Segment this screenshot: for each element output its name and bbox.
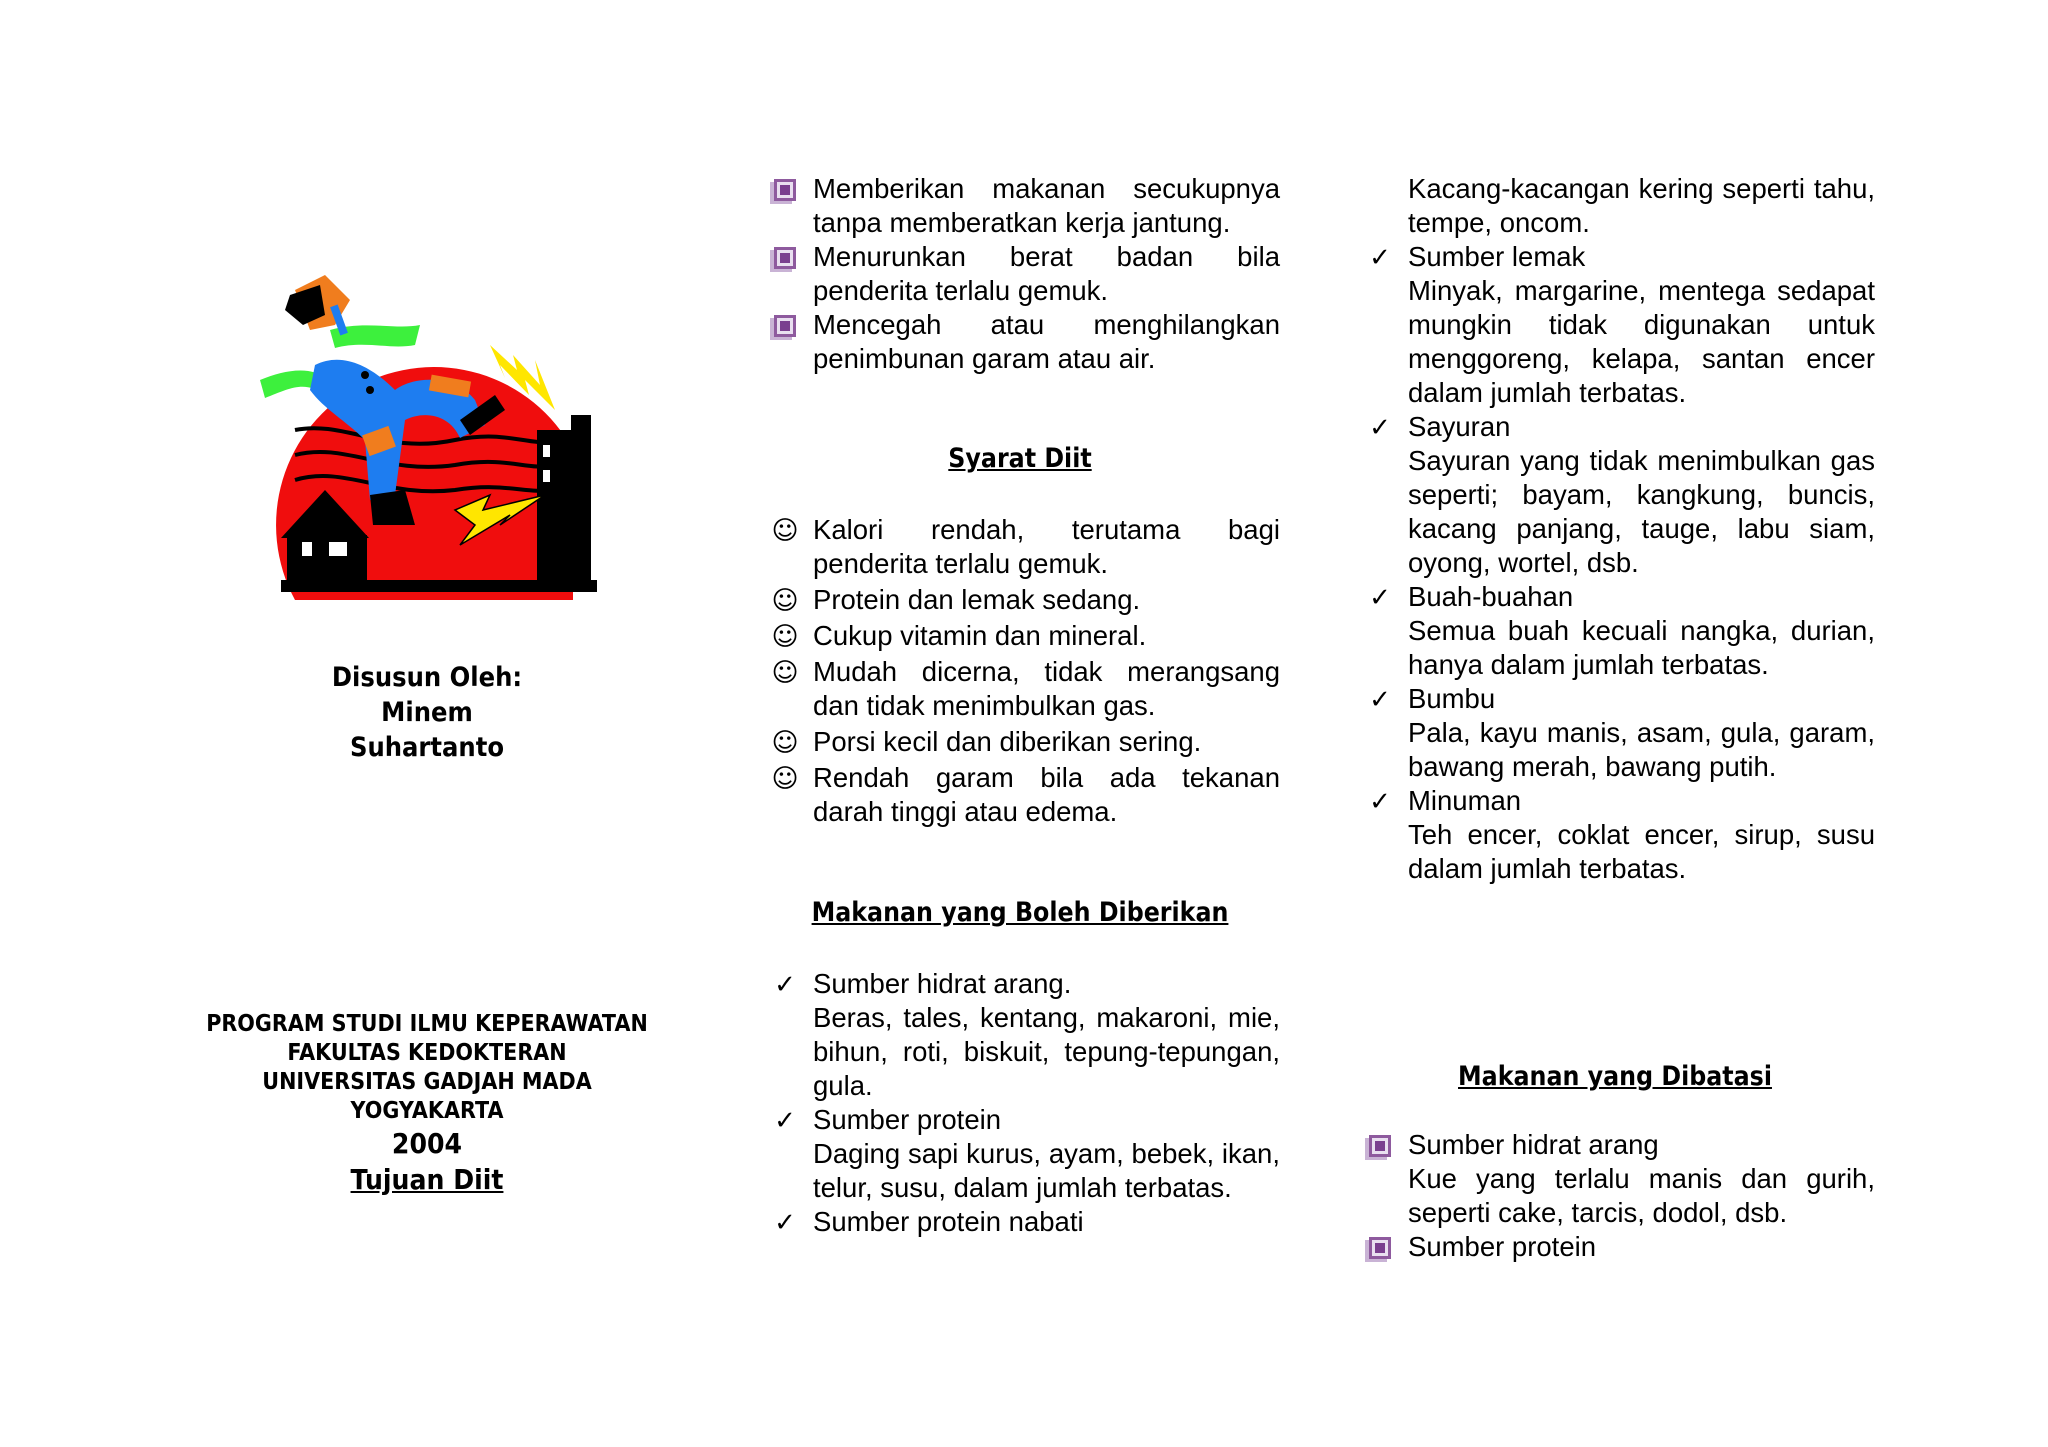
smiley-icon: ☺	[771, 586, 799, 616]
list-item: ✓ Sumber protein Daging sapi kurus, ayam, bebek, ikan, telur, susu, dalam jumlah terbatas.	[760, 1103, 1280, 1205]
list-item: ☺ Rendah garam bila ada tekanan darah tinggi atau edema.	[760, 761, 1280, 829]
list-item: ☺ Porsi kecil dan diberikan sering.	[760, 725, 1280, 759]
list-item: ✓ Bumbu Pala, kayu manis, asam, gula, garam, bawang merah, bawang putih.	[1355, 682, 1875, 784]
purple-square-bullet-icon	[768, 173, 802, 207]
section-title-tujuan: Tujuan Diit	[350, 1163, 504, 1196]
smiley-icon: ☺	[771, 728, 799, 758]
list-item: ✓ Sumber hidrat arang. Beras, tales, kentang, makaroni, mie, bihun, roti, biskuit, tepung-tepungan, gula.	[760, 967, 1280, 1103]
middle-panel	[760, 0, 1290, 1447]
institution-block	[184, 1010, 670, 1198]
allowed-list-continued	[1355, 172, 1875, 886]
purple-square-bullet-icon	[768, 309, 802, 343]
list-item: ☺ Mudah dicerna, tidak merangsang dan tidak menimbulkan gas.	[760, 655, 1280, 723]
city-name: YOGYAKARTA	[350, 1098, 504, 1124]
smiley-icon: ☺	[771, 764, 799, 794]
checkmark-icon: ✓	[1369, 583, 1391, 613]
list-item: ✓ Sumber lemak Minyak, margarine, mentega sedapat mungkin tidak digunakan untuk menggoreng, kelapa, santan encer dalam jumlah terbatas.	[1355, 240, 1875, 410]
left-panel	[0, 0, 720, 1447]
smiley-icon: ☺	[771, 622, 799, 652]
checkmark-icon: ✓	[774, 970, 796, 1000]
author-label: Disusun Oleh:	[331, 662, 523, 693]
program-name: PROGRAM STUDI ILMU KEPERAWATAN	[206, 1011, 648, 1037]
section-title-syarat: Syarat Diit	[948, 443, 1092, 474]
list-item: ☺ Protein dan lemak sedang.	[760, 583, 1280, 617]
university-name: UNIVERSITAS GADJAH MADA	[262, 1069, 592, 1095]
list-item: Menurunkan berat badan bila penderita terlalu gemuk.	[760, 240, 1280, 308]
list-item: ✓ Sumber protein nabati	[760, 1205, 1280, 1239]
list-item: ☺ Kalori rendah, terutama bagi penderita terlalu gemuk.	[760, 513, 1280, 581]
faculty-name: FAKULTAS KEDOKTERAN	[287, 1040, 567, 1066]
list-item: ✓ Minuman Teh encer, coklat encer, sirup, susu dalam jumlah terbatas.	[1355, 784, 1875, 886]
list-item: Sumber protein	[1355, 1230, 1875, 1264]
smiley-icon: ☺	[771, 658, 799, 688]
list-item: Memberikan makanan secukupnya tanpa memberatkan kerja jantung.	[760, 172, 1280, 240]
author-block	[247, 660, 607, 765]
list-item: ☺ Cukup vitamin dan mineral.	[760, 619, 1280, 653]
author-name-2: Suhartanto	[349, 732, 505, 763]
list-item: Mencegah atau menghilangkan penimbunan garam atau air.	[760, 308, 1280, 376]
purple-square-bullet-icon	[1363, 1231, 1397, 1265]
purple-square-bullet-icon	[768, 241, 802, 275]
section-title-limited: Makanan yang Dibatasi	[1458, 1061, 1772, 1092]
checkmark-icon: ✓	[1369, 243, 1391, 273]
checkmark-icon: ✓	[1369, 413, 1391, 443]
section-title-allowed: Makanan yang Boleh Diberikan	[811, 897, 1229, 928]
smiley-icon: ☺	[771, 516, 799, 546]
checkmark-icon: ✓	[774, 1106, 796, 1136]
right-panel	[1355, 0, 1895, 1447]
year: 2004	[391, 1127, 463, 1160]
checkmark-icon: ✓	[774, 1208, 796, 1238]
checkmark-icon: ✓	[1369, 685, 1391, 715]
goals-list	[760, 172, 1280, 376]
electrocuted-figure-illustration	[255, 270, 605, 600]
requirements-list	[760, 513, 1280, 829]
continued-text: Kacang-kacangan kering seperti tahu, tempe, oncom.	[1408, 173, 1875, 238]
list-item: ✓ Buah-buahan Semua buah kecuali nangka, durian, hanya dalam jumlah terbatas.	[1355, 580, 1875, 682]
list-item: ✓ Sayuran Sayuran yang tidak menimbulkan gas seperti; bayam, kangkung, buncis, kacang panjang, tauge, labu siam, oyong, wortel, dsb.	[1355, 410, 1875, 580]
limited-list	[1355, 1128, 1875, 1264]
list-item: Sumber hidrat arang Kue yang terlalu manis dan gurih, seperti cake, tarcis, dodol, dsb.	[1355, 1128, 1875, 1230]
allowed-list	[760, 967, 1280, 1239]
checkmark-icon: ✓	[1369, 787, 1391, 817]
purple-square-bullet-icon	[1363, 1129, 1397, 1163]
author-name-1: Minem	[381, 697, 473, 728]
